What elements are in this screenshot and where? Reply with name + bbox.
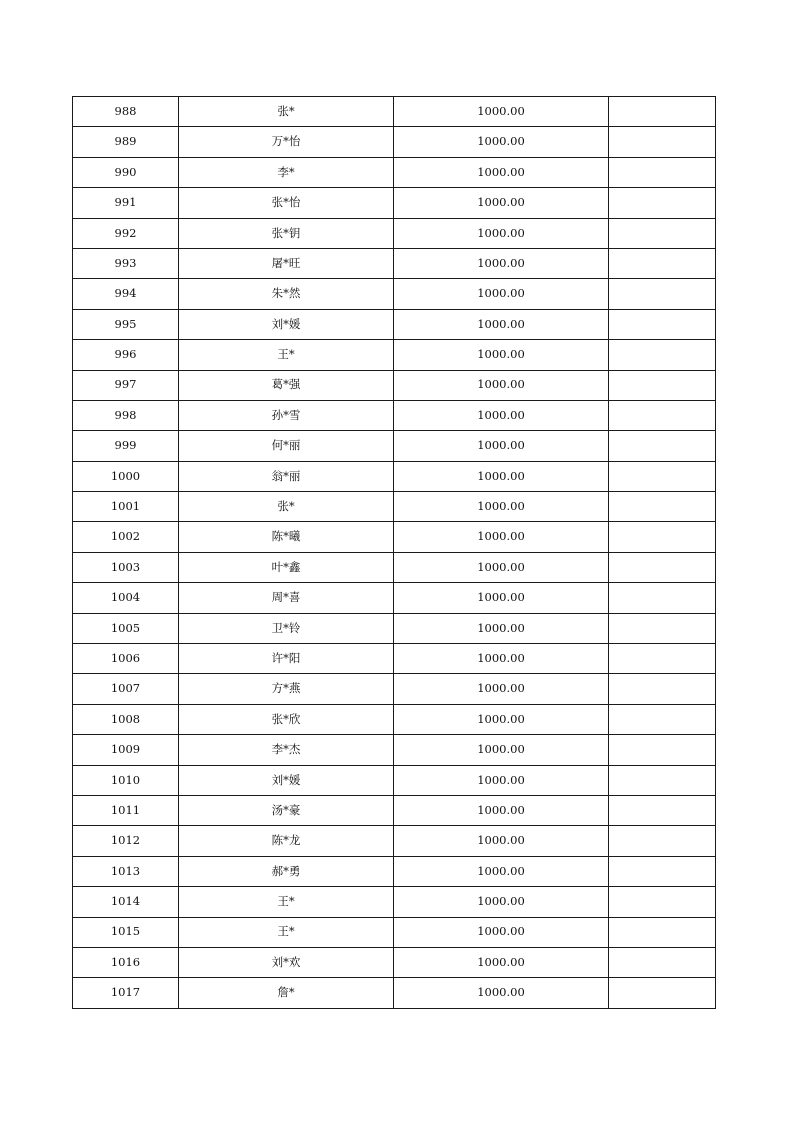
amount-cell: 1000.00 bbox=[394, 795, 609, 825]
recipient-name-cell: 万*怡 bbox=[179, 127, 394, 157]
amount-cell: 1000.00 bbox=[394, 704, 609, 734]
amount-cell: 1000.00 bbox=[394, 856, 609, 886]
remark-cell bbox=[609, 826, 716, 856]
table-row bbox=[73, 340, 716, 370]
recipient-name-cell: 张*钥 bbox=[179, 218, 394, 248]
row-number-cell: 1001 bbox=[73, 492, 179, 522]
table-row bbox=[73, 309, 716, 339]
recipient-name-cell: 孙*雪 bbox=[179, 400, 394, 430]
recipient-name-cell: 张* bbox=[179, 492, 394, 522]
table-row bbox=[73, 157, 716, 187]
row-number-cell: 999 bbox=[73, 431, 179, 461]
remark-cell bbox=[609, 704, 716, 734]
recipient-name-cell: 刘*媛 bbox=[179, 309, 394, 339]
row-number-cell: 991 bbox=[73, 188, 179, 218]
table-row bbox=[73, 917, 716, 947]
recipient-name-cell: 陈*曦 bbox=[179, 522, 394, 552]
remark-cell bbox=[609, 978, 716, 1008]
recipient-name-cell: 叶*鑫 bbox=[179, 552, 394, 582]
remark-cell bbox=[609, 552, 716, 582]
remark-cell bbox=[609, 218, 716, 248]
remark-cell bbox=[609, 400, 716, 430]
remark-cell bbox=[609, 461, 716, 491]
amount-cell: 1000.00 bbox=[394, 887, 609, 917]
amount-cell: 1000.00 bbox=[394, 431, 609, 461]
row-number-cell: 1008 bbox=[73, 704, 179, 734]
table-row bbox=[73, 97, 716, 127]
table-row bbox=[73, 370, 716, 400]
recipient-name-cell: 刘*欢 bbox=[179, 947, 394, 977]
roster-table bbox=[72, 96, 716, 1009]
recipient-name-cell: 张*欣 bbox=[179, 704, 394, 734]
amount-cell: 1000.00 bbox=[394, 765, 609, 795]
recipient-name-cell: 屠*旺 bbox=[179, 248, 394, 278]
amount-cell: 1000.00 bbox=[394, 340, 609, 370]
recipient-name-cell: 陈*龙 bbox=[179, 826, 394, 856]
table-row bbox=[73, 674, 716, 704]
recipient-name-cell: 葛*强 bbox=[179, 370, 394, 400]
amount-cell: 1000.00 bbox=[394, 674, 609, 704]
table-row bbox=[73, 613, 716, 643]
amount-cell: 1000.00 bbox=[394, 522, 609, 552]
amount-cell: 1000.00 bbox=[394, 97, 609, 127]
table-row bbox=[73, 431, 716, 461]
amount-cell: 1000.00 bbox=[394, 613, 609, 643]
remark-cell bbox=[609, 795, 716, 825]
row-number-cell: 995 bbox=[73, 309, 179, 339]
table-row bbox=[73, 644, 716, 674]
row-number-cell: 1009 bbox=[73, 735, 179, 765]
row-number-cell: 1004 bbox=[73, 583, 179, 613]
remark-cell bbox=[609, 947, 716, 977]
table-row bbox=[73, 795, 716, 825]
remark-cell bbox=[609, 370, 716, 400]
row-number-cell: 1007 bbox=[73, 674, 179, 704]
recipient-name-cell: 李* bbox=[179, 157, 394, 187]
amount-cell: 1000.00 bbox=[394, 583, 609, 613]
remark-cell bbox=[609, 97, 716, 127]
row-number-cell: 997 bbox=[73, 370, 179, 400]
row-number-cell: 996 bbox=[73, 340, 179, 370]
table-row bbox=[73, 400, 716, 430]
recipient-name-cell: 张* bbox=[179, 97, 394, 127]
remark-cell bbox=[609, 674, 716, 704]
remark-cell bbox=[609, 583, 716, 613]
remark-cell bbox=[609, 856, 716, 886]
remark-cell bbox=[609, 765, 716, 795]
recipient-name-cell: 詹* bbox=[179, 978, 394, 1008]
table-row bbox=[73, 826, 716, 856]
row-number-cell: 1012 bbox=[73, 826, 179, 856]
row-number-cell: 994 bbox=[73, 279, 179, 309]
remark-cell bbox=[609, 735, 716, 765]
recipient-name-cell: 卫*铃 bbox=[179, 613, 394, 643]
recipient-name-cell: 汤*豪 bbox=[179, 795, 394, 825]
row-number-cell: 998 bbox=[73, 400, 179, 430]
row-number-cell: 1006 bbox=[73, 644, 179, 674]
table-row bbox=[73, 248, 716, 278]
remark-cell bbox=[609, 492, 716, 522]
recipient-name-cell: 方*燕 bbox=[179, 674, 394, 704]
row-number-cell: 1003 bbox=[73, 552, 179, 582]
row-number-cell: 1013 bbox=[73, 856, 179, 886]
table-row bbox=[73, 552, 716, 582]
row-number-cell: 1011 bbox=[73, 795, 179, 825]
recipient-name-cell: 刘*媛 bbox=[179, 765, 394, 795]
table-row bbox=[73, 856, 716, 886]
remark-cell bbox=[609, 887, 716, 917]
amount-cell: 1000.00 bbox=[394, 127, 609, 157]
table-row bbox=[73, 279, 716, 309]
table-row bbox=[73, 492, 716, 522]
recipient-name-cell: 王* bbox=[179, 887, 394, 917]
amount-cell: 1000.00 bbox=[394, 947, 609, 977]
table-row bbox=[73, 704, 716, 734]
table-row bbox=[73, 947, 716, 977]
table-row bbox=[73, 522, 716, 552]
recipient-name-cell: 李*杰 bbox=[179, 735, 394, 765]
table-row bbox=[73, 127, 716, 157]
remark-cell bbox=[609, 917, 716, 947]
row-number-cell: 993 bbox=[73, 248, 179, 278]
remark-cell bbox=[609, 644, 716, 674]
table-row bbox=[73, 735, 716, 765]
remark-cell bbox=[609, 248, 716, 278]
amount-cell: 1000.00 bbox=[394, 248, 609, 278]
remark-cell bbox=[609, 522, 716, 552]
amount-cell: 1000.00 bbox=[394, 461, 609, 491]
table-row bbox=[73, 887, 716, 917]
row-number-cell: 1014 bbox=[73, 887, 179, 917]
amount-cell: 1000.00 bbox=[394, 309, 609, 339]
row-number-cell: 1016 bbox=[73, 947, 179, 977]
recipient-name-cell: 王* bbox=[179, 917, 394, 947]
row-number-cell: 988 bbox=[73, 97, 179, 127]
recipient-name-cell: 周*喜 bbox=[179, 583, 394, 613]
recipient-name-cell: 何*丽 bbox=[179, 431, 394, 461]
row-number-cell: 989 bbox=[73, 127, 179, 157]
amount-cell: 1000.00 bbox=[394, 735, 609, 765]
recipient-name-cell: 许*阳 bbox=[179, 644, 394, 674]
amount-cell: 1000.00 bbox=[394, 978, 609, 1008]
amount-cell: 1000.00 bbox=[394, 826, 609, 856]
amount-cell: 1000.00 bbox=[394, 644, 609, 674]
roster-table-body bbox=[73, 97, 716, 1009]
recipient-name-cell: 王* bbox=[179, 340, 394, 370]
amount-cell: 1000.00 bbox=[394, 400, 609, 430]
row-number-cell: 1010 bbox=[73, 765, 179, 795]
table-row bbox=[73, 583, 716, 613]
remark-cell bbox=[609, 188, 716, 218]
row-number-cell: 992 bbox=[73, 218, 179, 248]
amount-cell: 1000.00 bbox=[394, 492, 609, 522]
amount-cell: 1000.00 bbox=[394, 279, 609, 309]
remark-cell bbox=[609, 127, 716, 157]
row-number-cell: 1002 bbox=[73, 522, 179, 552]
row-number-cell: 1005 bbox=[73, 613, 179, 643]
remark-cell bbox=[609, 157, 716, 187]
amount-cell: 1000.00 bbox=[394, 157, 609, 187]
table-row bbox=[73, 218, 716, 248]
row-number-cell: 1015 bbox=[73, 917, 179, 947]
amount-cell: 1000.00 bbox=[394, 218, 609, 248]
remark-cell bbox=[609, 431, 716, 461]
table-row bbox=[73, 978, 716, 1008]
recipient-name-cell: 郝*勇 bbox=[179, 856, 394, 886]
remark-cell bbox=[609, 279, 716, 309]
table-row bbox=[73, 188, 716, 218]
recipient-name-cell: 朱*然 bbox=[179, 279, 394, 309]
amount-cell: 1000.00 bbox=[394, 188, 609, 218]
table-row bbox=[73, 765, 716, 795]
amount-cell: 1000.00 bbox=[394, 917, 609, 947]
remark-cell bbox=[609, 613, 716, 643]
recipient-name-cell: 张*怡 bbox=[179, 188, 394, 218]
amount-cell: 1000.00 bbox=[394, 552, 609, 582]
remark-cell bbox=[609, 309, 716, 339]
amount-cell: 1000.00 bbox=[394, 370, 609, 400]
row-number-cell: 990 bbox=[73, 157, 179, 187]
row-number-cell: 1000 bbox=[73, 461, 179, 491]
remark-cell bbox=[609, 340, 716, 370]
table-row bbox=[73, 461, 716, 491]
row-number-cell: 1017 bbox=[73, 978, 179, 1008]
recipient-name-cell: 翁*丽 bbox=[179, 461, 394, 491]
